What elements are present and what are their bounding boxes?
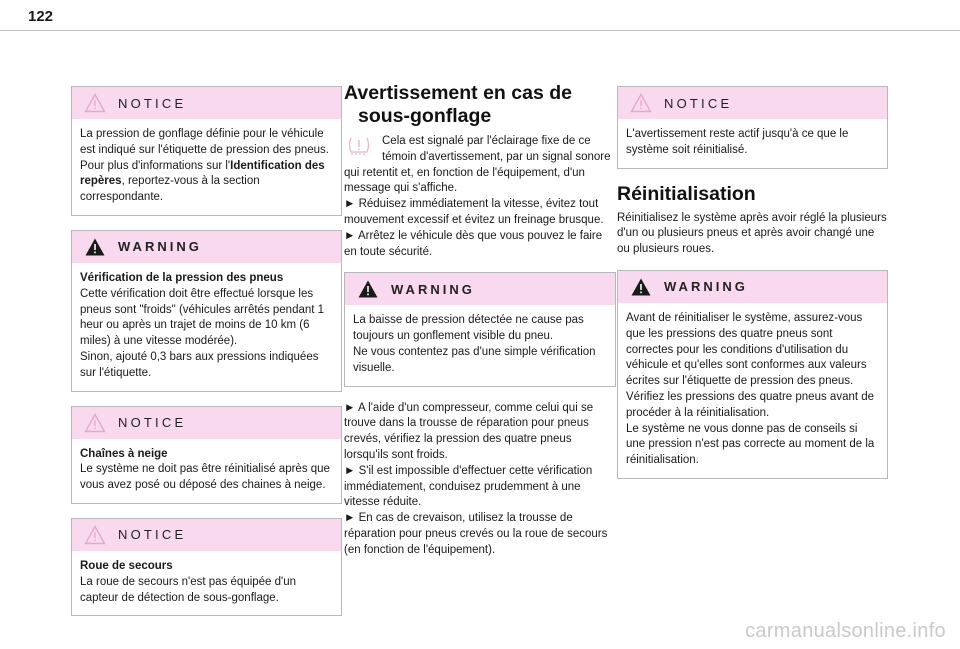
notice-text: Le système ne doit pas être réinitialisé après que vous avez posé ou déposé des chaines à neige. — [80, 463, 330, 492]
step-stop-vehicle: ► Arrêtez le véhicule dès que vous pouvez le faire en toute sécurité. — [344, 229, 603, 258]
intro-text: Cela est signalé par l'éclairage fixe de ce témoin d'avertissement, par un signal sonore qui retentit et, en fonction de l'équipement, d'un message qui s'affiche. — [344, 135, 611, 195]
notice-text: La pression de gonflage définie pour le véhicule est indiqué sur l'étiquette de pression des pneus. — [80, 128, 329, 156]
notice-box-tire-pressure — [71, 86, 342, 216]
notice-box-spare-wheel — [71, 518, 342, 616]
notice-body — [618, 119, 887, 168]
warning-heading: Vérification de la pression des pneus — [80, 271, 284, 284]
notice-heading: Chaînes à neige — [80, 447, 168, 460]
warning-text-3: Le système ne vous donne pas de conseils si une pression n'est pas correcte au moment de la réinitialisation. — [626, 422, 875, 467]
warning-text-2: Ne vous contentez pas d'une simple vérification visuelle. — [353, 345, 596, 374]
step-puncture-kit: ► En cas de crevaison, utilisez la trousse de réparation pour pneus crevés ou la roue de secours (en fonction de l'équipement). — [344, 512, 608, 556]
warning-label: WARNING — [118, 239, 202, 255]
notice-body — [72, 119, 341, 215]
identification-link-text: Identification des repères — [80, 159, 325, 188]
notice-label: NOTICE — [118, 415, 187, 431]
reset-intro — [617, 211, 888, 258]
warning-text-2: Vérifiez les pressions des quatre pneus avant de procéder à la réinitialisation. — [626, 390, 875, 419]
notice-triangle-icon — [84, 525, 106, 545]
warning-box-reset — [617, 270, 888, 479]
step-compressor: ► A l'aide d'un compresseur, comme celui qui se trouve dans la trousse de réparation pour pneus crevés, vérifiez la pression des quatre pneus lorsqu'ils sont froids. — [344, 401, 594, 461]
warning-text: Avant de réinitialiser le système, assurez-vous que les pressions des quatre pneus sont correctes pour les conditions d'utilisation du véhicule et qu'elles sont conformes aux valeurs écrites sur l'étiquette de pression des pneus. — [626, 311, 867, 388]
underinflation-steps — [344, 197, 616, 260]
notice-triangle-icon — [630, 93, 652, 113]
warning-header — [345, 273, 615, 305]
warning-triangle-icon — [357, 279, 379, 299]
notice-heading: Roue de secours — [80, 559, 173, 572]
warning-triangle-icon — [630, 277, 652, 297]
step-reduce-speed: ► Réduisez immédiatement la vitesse, évitez tout mouvement excessif et évitez un freinage brusque. — [344, 198, 604, 226]
warning-text: Cette vérification doit être effectué lorsque les pneus sont "froids" (véhicules arrêtés pendant 1 heur ou après un trajet de moins de 10 km (6 miles) à une vitesse modérée). — [80, 287, 325, 348]
notice-triangle-icon — [84, 413, 106, 433]
column-middle — [344, 82, 616, 559]
warning-body — [618, 303, 887, 478]
warning-box-pressure-check — [71, 230, 342, 392]
reset-intro-text: Réinitialisez le système après avoir réglé la plusieurs d'un ou plusieurs pneus et après avoir changé une ou plusieurs roues. — [617, 211, 887, 256]
watermark-text: carmanualsonline.info — [745, 620, 946, 642]
warning-light-icon — [346, 136, 372, 156]
notice-text: L'avertissement reste actif jusqu'à ce que le système soit réinitialisé. — [626, 128, 849, 156]
page-number: 122 — [28, 8, 54, 25]
notice-triangle-icon — [84, 93, 106, 113]
notice-label: NOTICE — [664, 95, 733, 111]
step-drive-carefully: ► S'il est impossible d'effectuer cette vérification immédiatement, conduisez prudemment à une vitesse réduite. — [344, 464, 593, 509]
underinflation-intro — [344, 134, 616, 197]
warning-triangle-icon — [84, 237, 106, 257]
header-divider — [0, 30, 960, 31]
notice-label: NOTICE — [118, 527, 187, 543]
notice-header — [72, 407, 341, 439]
warning-box-visual-check — [344, 272, 616, 386]
notice-header — [618, 87, 887, 119]
warning-header — [72, 231, 341, 263]
section-title-underinflation: Avertissement en cas de sous-gonflage — [344, 82, 572, 127]
notice-text-ref: Pour plus d'informations sur l'Identification des repères, reportez-vous à la section correspondante. — [80, 159, 325, 204]
notice-header — [72, 519, 341, 551]
warning-text: La baisse de pression détectée ne cause pas toujours un gonflement visible du pneu. — [353, 314, 584, 343]
warning-text-2: Sinon, ajouté 0,3 bars aux pressions indiquées sur l'étiquette. — [80, 350, 319, 379]
underinflation-actions — [344, 401, 616, 559]
column-right — [617, 86, 888, 493]
notice-box-warning-active — [617, 86, 888, 169]
notice-header — [72, 87, 341, 119]
column-left — [71, 86, 342, 630]
warning-header — [618, 271, 887, 303]
notice-label: NOTICE — [118, 95, 187, 111]
notice-body — [72, 439, 341, 503]
warning-body — [345, 305, 615, 385]
notice-text: La roue de secours n'est pas équipée d'un capteur de détection de sous-gonflage. — [80, 575, 297, 604]
notice-box-snow-chains — [71, 406, 342, 504]
warning-body — [72, 263, 341, 391]
notice-body — [72, 551, 341, 615]
warning-label: WARNING — [664, 279, 748, 295]
warning-label: WARNING — [391, 281, 475, 297]
section-title-reset: Réinitialisation — [617, 182, 756, 205]
